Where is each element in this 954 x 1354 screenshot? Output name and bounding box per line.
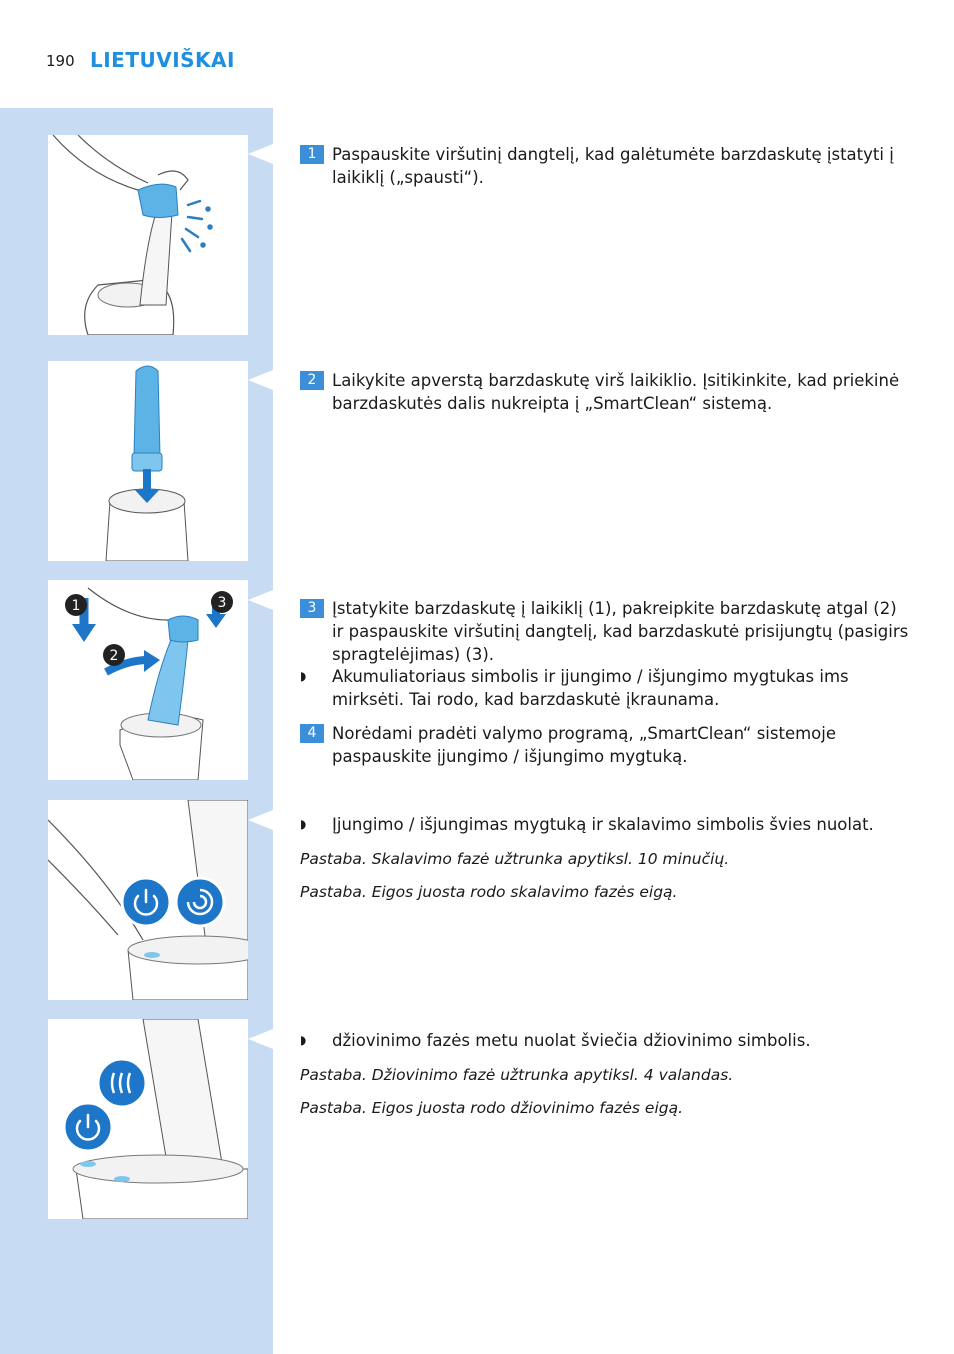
figure-hold-upside-down	[48, 361, 248, 561]
bullet-text: džiovinimo fazės metu nuolat šviečia džiovinimo simbolis.	[332, 1031, 811, 1050]
drying-icon	[98, 1059, 146, 1107]
figure-pointer	[248, 810, 273, 830]
illustration-rinse-phase	[48, 800, 248, 1000]
illustration-drying-phase	[48, 1019, 248, 1219]
note-drying-progress: Pastaba. Eigos juosta rodo džiovinimo fazės eigą.	[300, 1099, 684, 1117]
figure-press-cap	[48, 135, 248, 335]
step-2	[300, 369, 910, 415]
callout-1: 1	[71, 598, 81, 614]
bullet-rinse-lit	[300, 813, 910, 836]
step-text: Laikykite apverstą barzdaskutę virš laikiklio. Įsitikinkite, kad priekinė barzdaskutės dalis nukreipta į „SmartClean“ sistemą.	[332, 371, 900, 413]
bullet-text: Akumuliatoriaus simbolis ir įjungimo / išjungimo mygtukas ims mirksėti. Tai rodo, kad barzdaskutė įkraunama.	[332, 667, 849, 709]
note-drying-duration: Pastaba. Džiovinimo fazė užtrunka apytiksl. 4 valandas.	[300, 1066, 734, 1084]
step-text: Norėdami pradėti valymo programą, „SmartClean“ sistemoje paspauskite įjungimo / išjungimo mygtuką.	[332, 724, 836, 766]
step-number: 1	[300, 145, 324, 164]
callout-3: 3	[217, 595, 227, 611]
bullet-mark-icon: ◗	[300, 817, 307, 831]
step-text: Paspauskite viršutinį dangtelį, kad galėtumėte barzdaskutę įstatyti į laikiklį („spausti“).	[332, 145, 894, 187]
figure-rinse-phase	[48, 800, 248, 1000]
step-1	[300, 143, 910, 189]
illustration-insert-tilt-press	[48, 580, 248, 780]
bullet-mark-icon: ◗	[300, 669, 307, 683]
bullet-drying-lit	[300, 1029, 910, 1052]
section-title: LIETUVIŠKAI	[90, 48, 235, 72]
step-text: Įstatykite barzdaskutę į laikiklį (1), pakreipkite barzdaskutę atgal (2) ir paspauskite viršutinį dangtelį, kad barzdaskutė prisijungtų (pasigirs spragtelėjimas) (3).	[332, 599, 909, 664]
bullet-battery-blinking	[300, 665, 910, 711]
step-number: 2	[300, 371, 324, 390]
bullet-mark-icon: ◗	[300, 1033, 307, 1047]
note-rinse-duration: Pastaba. Skalavimo fazė užtrunka apytiksl. 10 minučių.	[300, 850, 730, 868]
rinse-icon	[176, 878, 224, 926]
page-number: 190	[46, 52, 75, 70]
figure-insert-tilt-press	[48, 580, 248, 780]
figure-pointer	[248, 144, 273, 164]
step-4	[300, 722, 910, 768]
step-number: 3	[300, 599, 324, 618]
bullet-text: Įjungimo / išjungimas mygtuką ir skalavimo simbolis švies nuolat.	[332, 815, 874, 834]
note-rinse-progress: Pastaba. Eigos juosta rodo skalavimo fazės eigą.	[300, 883, 678, 901]
step-number: 4	[300, 724, 324, 743]
figure-pointer	[248, 370, 273, 390]
callout-2: 2	[109, 648, 119, 664]
illustration-hold-upside-down	[48, 361, 248, 561]
figure-pointer	[248, 590, 273, 610]
illustration-press-cap	[48, 135, 248, 335]
figure-pointer	[248, 1029, 273, 1049]
step-3	[300, 597, 910, 666]
figure-drying-phase	[48, 1019, 248, 1219]
